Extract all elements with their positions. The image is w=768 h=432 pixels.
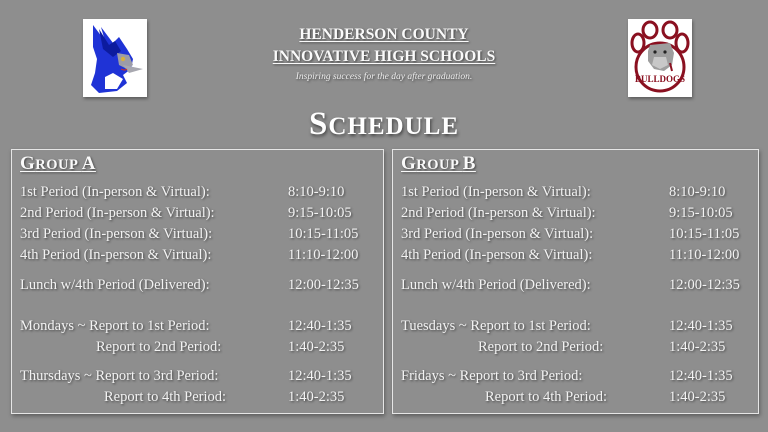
group-a-title: GROUP A xyxy=(20,153,96,174)
group-b-title: GROUP B xyxy=(401,153,476,174)
school-name: INNOVATIVE HIGH SCHOOLS xyxy=(272,48,496,65)
blue-jay-logo-icon xyxy=(83,19,147,97)
group-a-panel: GROUP A 1st Period (In-person & Virtual): 8:10-9:10 2nd Period (In-person & Virtual): 9:15-10:05 3rd Period (In-person & Virtual): 10:15-11:05 4th Period (In-person & Virtual): 11:10-12:00 Lunch w/4th Period (Delivered): 12:00-12:35 Mondays ~ Report to 1st Period: 12:40-1:35 Report to 2nd Period: 1:40-2:35 Thursdays ~ Report to 3rd Period: 12:40-1:35 Report to 4th Period: 1:40-2:35 xyxy=(11,149,384,414)
bulldogs-paw-logo-icon xyxy=(628,19,692,97)
school-header xyxy=(230,24,538,82)
group-b-panel: GROUP B 1st Period (In-person & Virtual): 8:10-9:10 2nd Period (In-person & Virtual): 9:15-10:05 3rd Period (In-person & Virtual): 10:15-11:05 4th Period (In-person & Virtual): 11:10-12:00 Lunch w/4th Period (Delivered): 12:00-12:35 Tuesdays ~ Report to 1st Period: 12:40-1:35 Report to 2nd Period: 1:40-2:35 Fridays ~ Report to 3rd Period: 12:40-1:35 Report to 4th Period: 1:40-2:35 xyxy=(392,149,759,414)
tagline: Inspiring success for the day after graduation. xyxy=(295,72,473,82)
district-name: HENDERSON COUNTY xyxy=(299,26,469,43)
page-title: SCHEDULE xyxy=(309,106,459,142)
bulldogs-text: BULLDOGS xyxy=(634,74,686,84)
